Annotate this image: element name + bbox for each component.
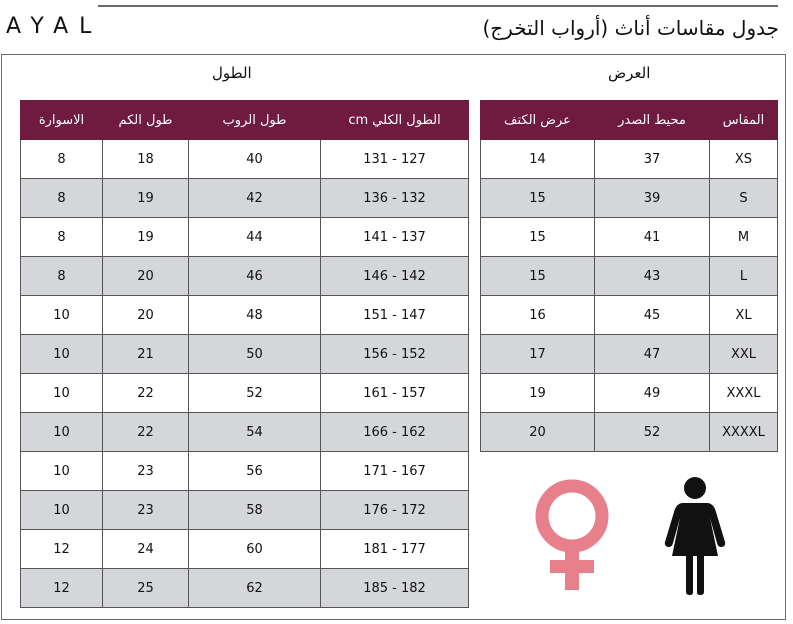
robe-length-cell: 54	[189, 413, 321, 452]
chest-cell: 52	[595, 413, 710, 452]
total-length-cell: 182 - 185	[321, 569, 469, 608]
total-length-cell: 157 - 161	[321, 374, 469, 413]
total-length-cell: 127 - 131	[321, 140, 469, 179]
total-length-cell: 147 - 151	[321, 296, 469, 335]
shoulder-cell: 15	[481, 218, 595, 257]
cuff-cell: 12	[21, 569, 103, 608]
chest-cell: 41	[595, 218, 710, 257]
robe-length-cell: 52	[189, 374, 321, 413]
length-header-total: الطول الكلي cm	[321, 101, 469, 140]
total-length-cell: 167 - 171	[321, 452, 469, 491]
size-cell: M	[710, 218, 778, 257]
cuff-cell: 8	[21, 218, 103, 257]
chest-cell: 39	[595, 179, 710, 218]
table-row	[481, 335, 778, 374]
size-cell: XXL	[710, 335, 778, 374]
chest-cell: 47	[595, 335, 710, 374]
cuff-cell: 8	[21, 179, 103, 218]
size-cell: XL	[710, 296, 778, 335]
table-row	[21, 335, 469, 374]
size-cell: XXXL	[710, 374, 778, 413]
robe-length-cell: 50	[189, 335, 321, 374]
length-header-cuff: الاسوارة	[21, 101, 103, 140]
sleeve-length-cell: 20	[103, 257, 189, 296]
total-length-cell: 177 - 181	[321, 530, 469, 569]
robe-length-cell: 60	[189, 530, 321, 569]
length-header-row	[21, 101, 469, 140]
robe-length-cell: 44	[189, 218, 321, 257]
shoulder-cell: 16	[481, 296, 595, 335]
total-length-cell: 172 - 176	[321, 491, 469, 530]
cuff-cell: 8	[21, 257, 103, 296]
table-row	[21, 491, 469, 530]
shoulder-cell: 17	[481, 335, 595, 374]
width-table	[480, 100, 778, 452]
cuff-cell: 10	[21, 374, 103, 413]
sleeve-length-cell: 18	[103, 140, 189, 179]
sleeve-length-cell: 24	[103, 530, 189, 569]
total-length-cell: 162 - 166	[321, 413, 469, 452]
sleeve-length-cell: 23	[103, 491, 189, 530]
robe-length-cell: 58	[189, 491, 321, 530]
length-header-sleeve: طول الكم	[103, 101, 189, 140]
cuff-cell: 10	[21, 452, 103, 491]
total-length-cell: 137 - 141	[321, 218, 469, 257]
female-symbol-icon	[532, 478, 612, 594]
sleeve-length-cell: 21	[103, 335, 189, 374]
table-row	[21, 374, 469, 413]
table-row	[481, 218, 778, 257]
sleeve-length-cell: 19	[103, 218, 189, 257]
chest-cell: 43	[595, 257, 710, 296]
shoulder-cell: 20	[481, 413, 595, 452]
table-row	[21, 140, 469, 179]
cuff-cell: 8	[21, 140, 103, 179]
chest-cell: 37	[595, 140, 710, 179]
table-row	[21, 218, 469, 257]
table-row	[21, 257, 469, 296]
table-row	[21, 296, 469, 335]
robe-length-cell: 48	[189, 296, 321, 335]
page-title: جدول مقاسات أناث (أرواب التخرج)	[482, 16, 779, 40]
size-cell: XXXXL	[710, 413, 778, 452]
length-header-robe: طول الروب	[189, 101, 321, 140]
cuff-cell: 10	[21, 335, 103, 374]
cuff-cell: 12	[21, 530, 103, 569]
sleeve-length-cell: 23	[103, 452, 189, 491]
table-row	[21, 179, 469, 218]
width-section-title: العرض	[608, 64, 651, 82]
table-row	[481, 296, 778, 335]
table-row	[21, 452, 469, 491]
cuff-cell: 10	[21, 491, 103, 530]
robe-length-cell: 46	[189, 257, 321, 296]
robe-length-cell: 62	[189, 569, 321, 608]
woman-figure-icon	[662, 476, 728, 596]
top-divider	[98, 5, 778, 7]
sleeve-length-cell: 25	[103, 569, 189, 608]
table-row	[481, 257, 778, 296]
sleeve-length-cell: 19	[103, 179, 189, 218]
shoulder-cell: 19	[481, 374, 595, 413]
cuff-cell: 10	[21, 296, 103, 335]
brand-logo: AYAL	[6, 14, 103, 39]
width-header-row	[481, 101, 778, 140]
width-header-size: المقاس	[710, 101, 778, 140]
sleeve-length-cell: 22	[103, 413, 189, 452]
total-length-cell: 142 - 146	[321, 257, 469, 296]
table-row	[21, 413, 469, 452]
shoulder-cell: 14	[481, 140, 595, 179]
table-row	[21, 530, 469, 569]
robe-length-cell: 56	[189, 452, 321, 491]
table-row	[21, 569, 469, 608]
chest-cell: 45	[595, 296, 710, 335]
sleeve-length-cell: 20	[103, 296, 189, 335]
length-table	[20, 100, 469, 608]
width-header-shoulder: عرض الكتف	[481, 101, 595, 140]
width-header-chest: محيط الصدر	[595, 101, 710, 140]
total-length-cell: 152 - 156	[321, 335, 469, 374]
robe-length-cell: 40	[189, 140, 321, 179]
cuff-cell: 10	[21, 413, 103, 452]
sleeve-length-cell: 22	[103, 374, 189, 413]
length-section-title: الطول	[212, 64, 252, 82]
size-cell: S	[710, 179, 778, 218]
table-row	[481, 374, 778, 413]
size-cell: XS	[710, 140, 778, 179]
size-cell: L	[710, 257, 778, 296]
table-row	[481, 179, 778, 218]
robe-length-cell: 42	[189, 179, 321, 218]
chest-cell: 49	[595, 374, 710, 413]
table-row	[481, 413, 778, 452]
table-row	[481, 140, 778, 179]
shoulder-cell: 15	[481, 179, 595, 218]
total-length-cell: 132 - 136	[321, 179, 469, 218]
shoulder-cell: 15	[481, 257, 595, 296]
